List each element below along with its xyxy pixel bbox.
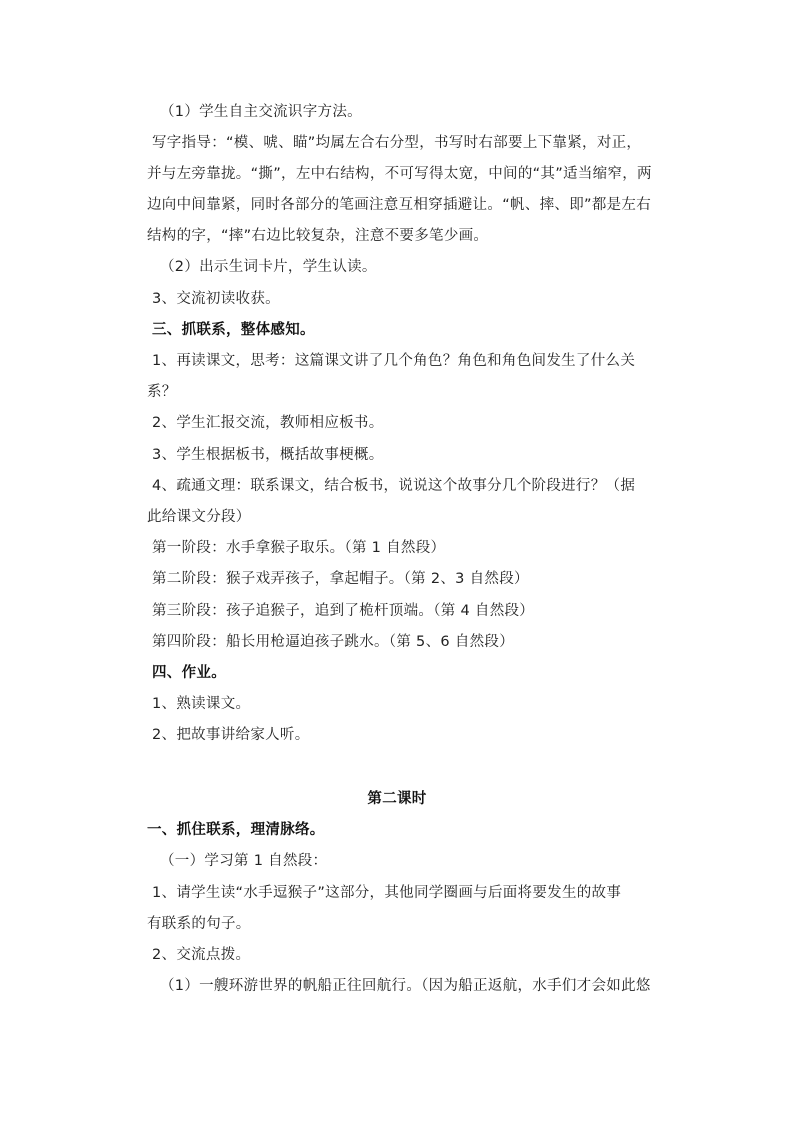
text-line: 1、请学生读“水手逗猴子”这部分，其他同学圈画与后面将要发生的故事 — [152, 885, 622, 901]
text-line: 3、交流初读收获。 — [152, 291, 280, 307]
text-line: 系？ — [147, 384, 177, 400]
text-line: （1）一艘环游世界的帆船正往回航行。（因为船正返航，水手们才会如此悠 — [160, 978, 651, 994]
text-line: 1、再读课文，思考：这篇课文讲了几个角色？角色和角色间发生了什么关 — [152, 353, 636, 369]
text-line: 2、把故事讲给家人听。 — [152, 727, 310, 743]
text-line: 第四阶段：船长用枪逼迫孩子跳水。（第 5、6 自然段） — [152, 634, 515, 650]
text-line: 第三阶段：孩子追猴子，追到了桅杆顶端。（第 4 自然段） — [152, 603, 535, 619]
text-line: （1）学生自主交流识字方法。 — [160, 104, 362, 120]
text-line: 第一阶段：水手拿猴子取乐。（第 1 自然段） — [152, 540, 446, 556]
text-line: 有联系的句子。 — [147, 916, 251, 932]
section-heading: 一、抓住联系，理清脉络。 — [147, 822, 325, 838]
text-line: 4、疏通文理：联系课文，结合板书，说说这个故事分几个阶段进行？（据 — [152, 478, 636, 494]
lesson-title: 第二课时 — [367, 791, 427, 807]
text-line: 1、熟读课文。 — [152, 696, 251, 712]
text-line: 2、学生汇报交流，教师相应板书。 — [152, 415, 384, 431]
text-line: 2、交流点拨。 — [152, 947, 251, 963]
text-line: 边向中间靠紧，同时各部分的笔画注意互相穿插避让。“帆、摔、即”都是左右 — [147, 197, 652, 213]
section-heading: 四、作业。 — [152, 665, 226, 681]
text-line: 并与左旁靠拢。“撕”，左中右结构，不可写得太宽，中间的“其”适当缩窄，两 — [147, 166, 652, 182]
text-line: （一）学习第 1 自然段： — [160, 853, 328, 869]
text-line: 第二阶段：猴子戏弄孩子，拿起帽子。（第 2、3 自然段） — [152, 571, 529, 587]
text-line: 此给课文分段） — [147, 509, 251, 525]
text-line: （2）出示生词卡片，学生认读。 — [160, 259, 377, 275]
section-heading: 三、抓联系，整体感知。 — [152, 322, 315, 338]
text-line: 写字指导：“模、唬、瞄”均属左合右分型，书写时右部要上下靠紧，对正， — [152, 135, 642, 151]
text-line: 结构的字，“摔”右边比较复杂，注意不要多笔少画。 — [147, 228, 489, 244]
text-line: 3、学生根据板书，概括故事梗概。 — [152, 447, 384, 463]
